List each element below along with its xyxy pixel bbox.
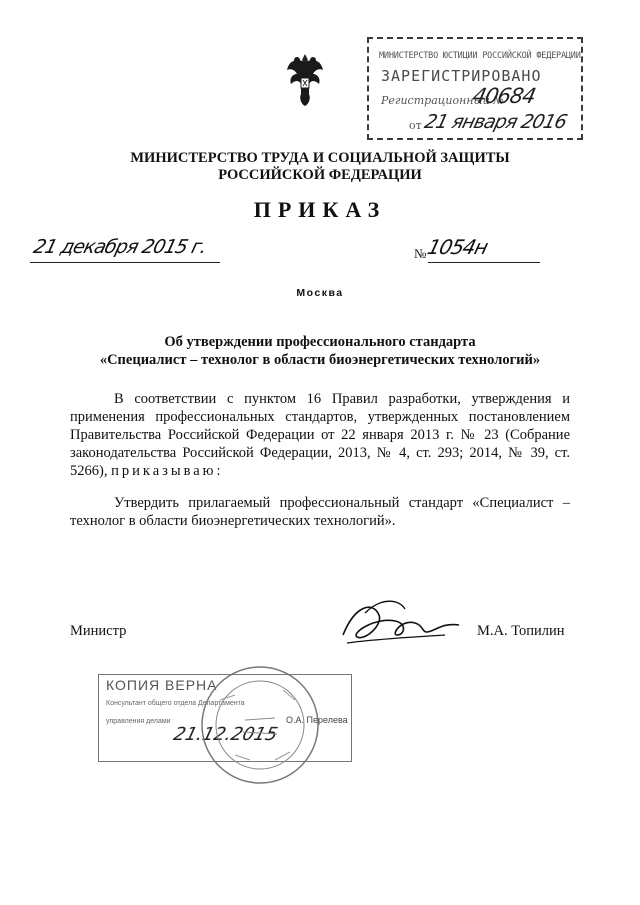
paragraph-approve: Утвердить прилагаемый профессиональный стандарт «Специалист – технолог в области биоэнергетических технологий».: [70, 495, 570, 529]
order-date-field: [30, 238, 220, 263]
stamp-ministry: МИНИСТЕРСТВО ЮСТИЦИИ РОССИЙСКОЙ ФЕДЕРАЦИИ: [379, 51, 581, 61]
minister-position: Министр: [70, 623, 127, 639]
order-date: 21 декабря 2015 г.: [31, 236, 209, 258]
registration-stamp: [367, 37, 583, 140]
city: Москва: [296, 287, 344, 299]
subject-line2: «Специалист – технолог в области биоэнергетических технологий»: [99, 352, 541, 368]
order-word: приказываю:: [111, 463, 224, 479]
preamble-text: В соответствии с пунктом 16 Правил разработки, утверждения и применения профессиональных стандартов, утвержденных постановлением Правительства Российской Федерации от 22 января 2013 г. № 23 (Собрание законодательства Российской Федерации, 2013, № 4, ст. 293; 2014, № 39, ст. 5266),: [70, 391, 570, 479]
stamp-date-label: от: [409, 119, 422, 132]
copy-stamp-line2: управления делами: [106, 718, 171, 725]
signature-icon: [335, 595, 475, 655]
stamp-reg-label: Регистрационный №: [381, 94, 504, 107]
order-subject: [0, 333, 640, 369]
order-number: 1054н: [425, 235, 490, 259]
subject-line1: Об утверждении профессионального стандарта: [164, 334, 476, 350]
ministry-line2: РОССИЙСКОЙ ФЕДЕРАЦИИ: [218, 167, 422, 183]
copy-stamp-line1: Консультант общего отдела Департамента: [106, 700, 245, 707]
stamp-reg-number: 40684: [470, 84, 538, 108]
stamp-reg-line: [381, 84, 538, 108]
stamp-status: ЗАРЕГИСТРИРОВАНО: [381, 67, 542, 85]
minister-name: М.А. Топилин: [477, 623, 565, 639]
stamp-date-line: [409, 111, 569, 133]
stamp-date-value: 21 января 2016: [422, 111, 569, 133]
ministry-line1: МИНИСТЕРСТВО ТРУДА И СОЦИАЛЬНОЙ ЗАЩИТЫ: [130, 150, 510, 166]
ministry-name: [0, 150, 640, 184]
number-sign: №: [414, 246, 427, 261]
order-number-field: [425, 235, 540, 263]
paragraph-preamble: [70, 390, 570, 480]
copy-stamp-date: 21.12.2015: [171, 724, 280, 745]
copy-stamp-title: КОПИЯ ВЕРНА: [106, 677, 218, 693]
coat-of-arms-icon: [283, 50, 327, 108]
round-seal-icon: [195, 660, 325, 790]
copy-stamp-name: О.А. Перелева: [286, 715, 348, 725]
document-type: ПРИКАЗ: [253, 197, 387, 222]
